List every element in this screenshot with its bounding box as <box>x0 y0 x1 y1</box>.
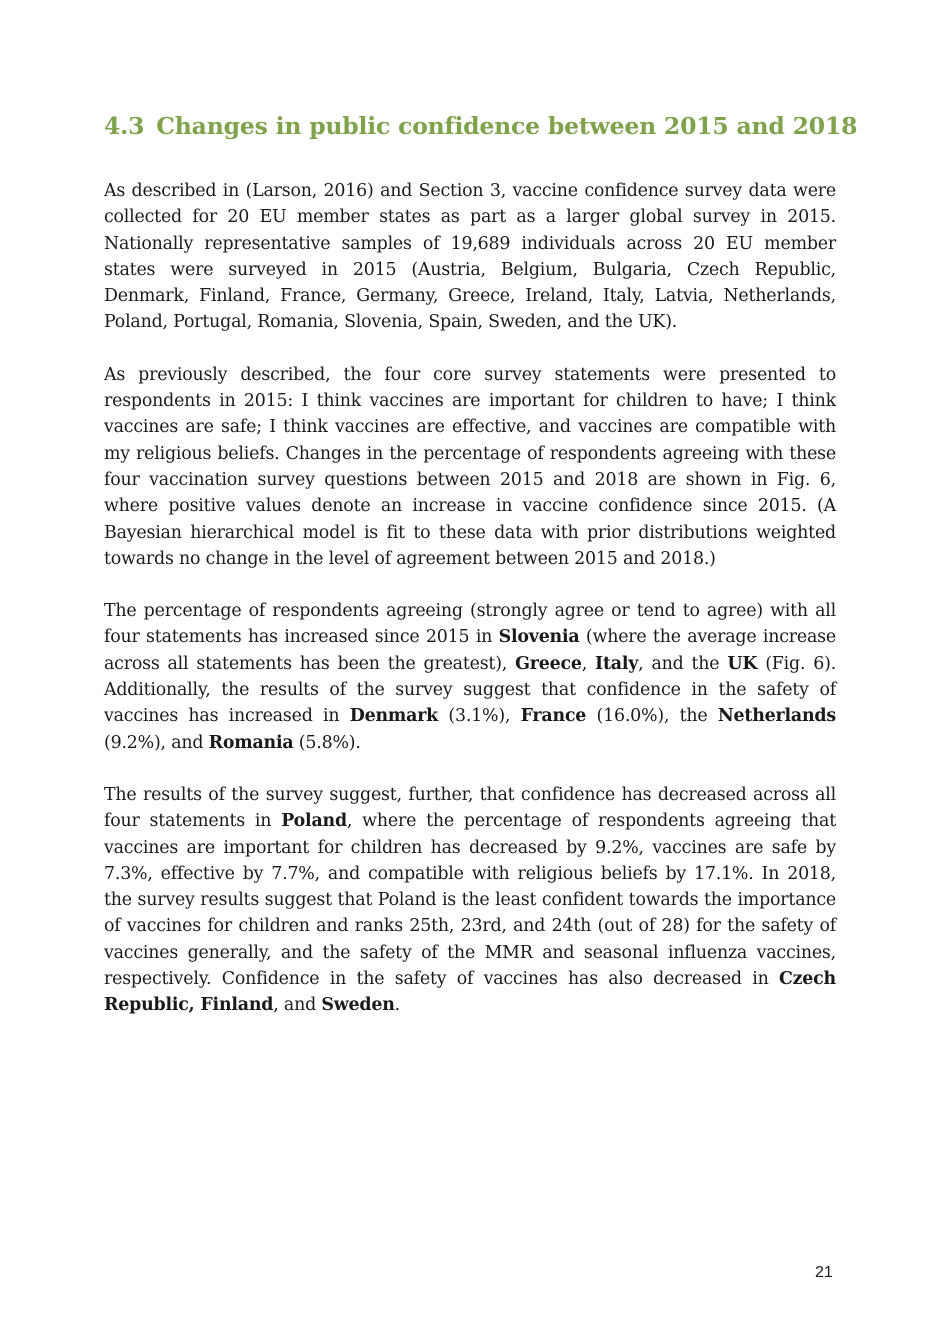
paragraph-3 <box>104 598 836 756</box>
text-run: (9.2%), and <box>104 732 209 753</box>
country-uk: UK <box>727 653 758 674</box>
text-run: , and <box>273 995 322 1016</box>
paragraph-1: As described in (Larson, 2016) and Section 3, vaccine confidence survey data were collected for 20 EU member states as part as a larger global survey in 2015. Nationally representative samples of 19,689 individuals across 20 EU member states were surveyed in 2015 (Austria, Belgium, Bulgaria, Czech Republic, Denmark, Finland, France, Germany, Greece, Ireland, Italy, Latvia, Netherlands, Poland, Portugal, Romania, Slovenia, Spain, Sweden, and the UK). <box>104 181 836 333</box>
section-heading <box>104 108 858 144</box>
country-greece: Greece <box>515 653 582 674</box>
country-poland: Poland <box>281 811 347 832</box>
country-romania: Romania <box>208 732 294 753</box>
text-run: , where the percentage of respondents agreeing that vaccines are important for children has decreased by 9.2%, vaccines are safe by 7.3%, effective by 7.7%, and compatible with religious beliefs by 17.1%. In 2018, the survey results suggest that Poland is the least confident towards the importance of vaccines for children and ranks 25th, 23rd, and 24th (out of 28) for the safety of vaccines generally, and the safety of the MMR and seasonal influenza vaccines, respectively. Confidence in the safety of vaccines has also decreased in <box>104 811 836 990</box>
text-run: (Fig. 6). Additionally, the results of the survey suggest that confidence in the safety of vaccines has increased in <box>104 653 837 727</box>
text-run: (5.8%). <box>293 732 361 753</box>
text-run: , and the <box>638 653 728 674</box>
paragraph-4 <box>104 782 836 1019</box>
country-italy: Italy <box>595 653 639 674</box>
text-run: , <box>581 653 596 674</box>
document-page <box>104 108 858 1045</box>
country-sweden: Sweden <box>321 995 395 1016</box>
text-run: (3.1%), <box>438 706 521 727</box>
text-run: (where the average increase across all statements has been the greatest), <box>104 627 836 674</box>
country-netherlands: Netherlands <box>717 706 836 727</box>
section-title: Changes in public confidence between 2015 and 2018 <box>156 112 858 140</box>
country-denmark: Denmark <box>349 706 439 727</box>
text-run: The percentage of respondents agreeing (strongly agree or tend to agree) with all four statements has increased since 2015 in <box>104 601 836 648</box>
country-slovenia: Slovenia <box>498 627 580 648</box>
page-number: 21 <box>815 1264 833 1281</box>
section-number: 4.3 <box>104 112 145 140</box>
paragraph-2: As previously described, the four core survey statements were presented to respondents in 2015: I think vaccines are important for children to have; I think vaccines are safe; I think vaccines are effective, and vaccines are compatible with my religious beliefs. Changes in the percentage of respondents agreeing with these four vaccination survey questions between 2015 and 2018 are shown in Fig. 6, where positive values denote an increase in vaccine confidence since 2015. (A Bayesian hierarchical model is fit to these data with prior distributions weighted towards no change in the level of agreement between 2015 and 2018.) <box>104 364 836 569</box>
text-run: The results of the survey suggest, further, that confidence has decreased across all four statements in <box>104 784 836 832</box>
country-czech-finland: Czech Republic, Finland <box>104 969 836 1016</box>
text-run: . <box>394 995 400 1016</box>
text-run: (16.0%), the <box>586 706 718 727</box>
country-france: France <box>520 706 587 727</box>
